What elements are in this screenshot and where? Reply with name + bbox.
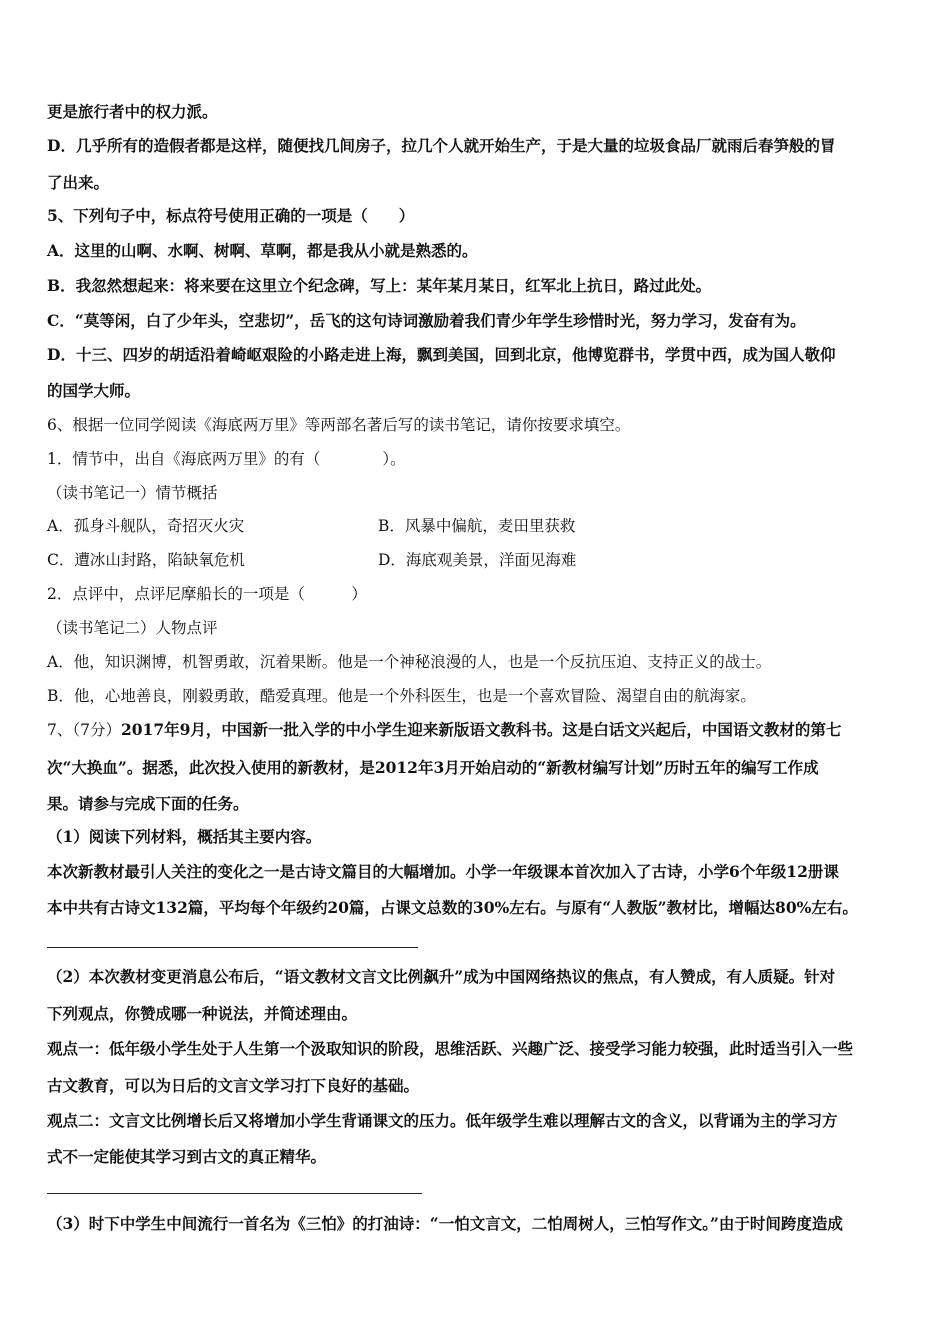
q7-task1: （1）阅读下列材料，概括其主要内容。: [47, 827, 322, 846]
q5-option-c: C．“莫等闲，白了少年头，空悲切”，岳飞的这句诗词激励着我们青少年学生珍惜时光，努力学习，发奋有为。: [47, 311, 806, 330]
q4-continuation: 更是旅行者中的权力派。: [47, 102, 218, 121]
q6-option-a: A．孤身斗舰队，奇招灭火灾: [47, 517, 245, 535]
q5-option-b: B．我忽然想起来：将来要在这里立个纪念碑，写上：某年某月某日，红军北上抗日，路过此处。: [47, 276, 712, 295]
q6-comment-a: A．他，知识渊博，机智勇敢，沉着果断。他是一个神秘浪漫的人，也是一个反抗压迫、支持正义的战士。: [47, 653, 772, 671]
q6-stem: 6、根据一位同学阅读《海底两万里》等两部名著后写的读书笔记，请你按要求填空。: [47, 416, 631, 434]
q4-option-d-line1: D．几乎所有的造假者都是这样，随便找几间房子，拉几个人就开始生产，于是大量的垃圾食品厂就雨后春笋般的冒: [47, 136, 836, 155]
q6-sub1: 1．情节中，出自《海底两万里》的有（ ）。: [47, 450, 406, 468]
q6-note2-heading: （读书笔记二）人物点评: [47, 619, 218, 637]
q6-comment-b: B．他，心地善良，刚毅勇敢，酷爱真理。他是一个外科医生，也是一个喜欢冒险、渴望自由的航海家。: [47, 687, 756, 705]
q5-stem: 5、下列句子中，标点符号使用正确的一项是（ ）: [47, 206, 415, 225]
q6-option-d: D．海底观美景，洋面见海难: [378, 551, 577, 569]
answer-line-2[interactable]: [47, 1193, 422, 1194]
q7-view2-line1: 观点二：文言文比例增长后又将增加小学生背诵课文的压力。低年级学生难以理解古文的含义，以背诵为主的学习方: [47, 1111, 838, 1130]
q5-option-d-line1: D．十三、四岁的胡适沿着崎岖艰险的小路走进上海，飘到美国，回到北京，他博览群书，学贯中西，成为国人敬仰: [47, 345, 836, 364]
q7-material-line2: 本中共有古诗文132篇，平均每个年级约20篇，占课文总数的30%左右。与原有“人教版”教材比，增幅达80%左右。: [47, 898, 858, 917]
q5-option-d-line2: 的国学大师。: [47, 381, 141, 400]
q7-task3-line1: （3）时下中学生中间流行一首名为《三怕》的打油诗：“一怕文言文，二怕周树人，三怕写作文。”由于时间跨度造成: [47, 1214, 843, 1233]
q7-view1-line2: 古文教育，可以为日后的文言文学习打下良好的基础。: [47, 1076, 420, 1095]
answer-line-1[interactable]: [47, 947, 418, 948]
q7-task2-line2: 下列观点，你赞成哪一种说法，并简述理由。: [47, 1004, 358, 1023]
q6-option-b: B．风暴中偏航，麦田里获救: [378, 517, 576, 535]
q5-option-a: A．这里的山啊、水啊、树啊、草啊，都是我从小就是熟悉的。: [47, 241, 478, 260]
q7-stem-line3: 果。请参与完成下面的任务。: [47, 794, 249, 813]
q7-stem-text: 2017年9月，中国新一批入学的中小学生迎来新版语文教科书。这是白话文兴起后，中国语文教材的第七: [120, 720, 842, 739]
q7-stem-line2: 次“大换血”。据悉，此次投入使用的新教材，是2012年3月开始启动的“新教材编写计划”历时五年的编写工作成: [47, 758, 819, 777]
q7-stem-line1: [47, 720, 841, 740]
q7-task2-line1: （2）本次教材变更消息公布后，“语文教材文言文比例飙升”成为中国网络热议的焦点，有人赞成，有人质疑。针对: [47, 967, 836, 986]
q4-option-d-line2: 了出来。: [47, 173, 110, 192]
q7-view1-line1: 观点一：低年级小学生处于人生第一个汲取知识的阶段，思维活跃、兴趣广泛、接受学习能力较强，此时适当引入一些: [47, 1039, 854, 1058]
q7-stem-prefix: 7、（7分）: [47, 721, 121, 739]
q7-view2-line2: 式不一定能使其学习到古文的真正精华。: [47, 1147, 327, 1166]
q6-option-c: C．遭冰山封路，陷缺氧危机: [47, 551, 245, 569]
q6-note1-heading: （读书笔记一）情节概括: [47, 484, 218, 502]
q7-material-line1: 本次新教材最引人关注的变化之一是古诗文篇目的大幅增加。小学一年级课本首次加入了古诗，小学6个年级12册课: [47, 862, 839, 881]
q6-sub2: 2．点评中，点评尼摩船长的一项是（ ）: [47, 585, 367, 603]
